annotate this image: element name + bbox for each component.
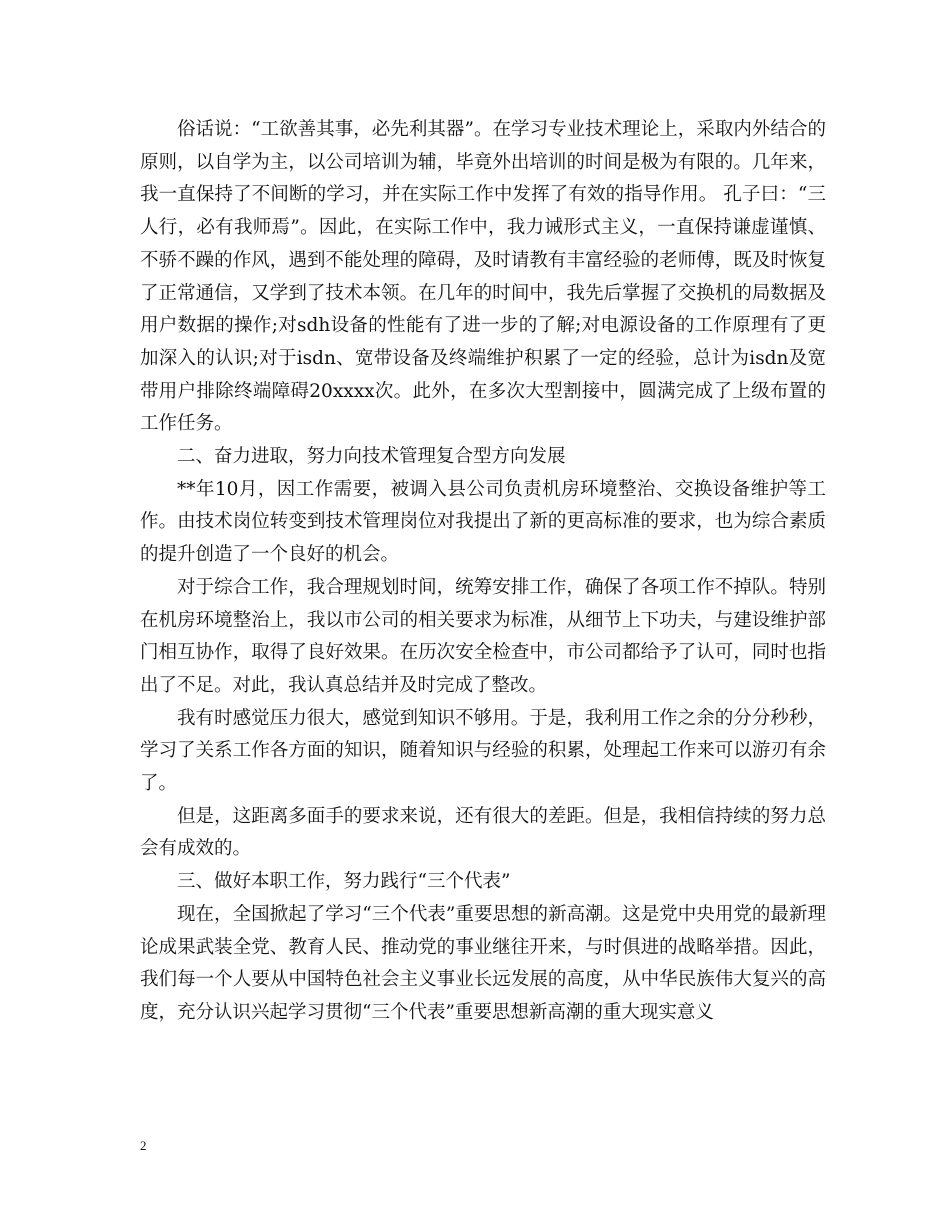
section-heading-2: 二、奋力进取，努力向技术管理复合型方向发展: [177, 446, 566, 468]
paragraph-study-methods: 俗话说：“工欲善其事，必先利其器”。在学习专业技术理论上，采取内外结合的原则，以自学为主，以公司培训为辅，毕竟外出培训的时间是极为有限的。几年来，我一直保持了不间断的学习，并在实际工作中发挥了有效的指导作用。 孔子曰：“三人行，必有我师焉”。因此，在实际工作中，我力诫形式主义，一直保持谦虚谨慎、不骄不躁的作风，遇到不能处理的障碍，及时请教有丰富经验的老师傅，既及时恢复了正常通信，又学到了技术本领。在几年的时间中，我先后掌握了交换机的局数据及用户数据的操作;对sdh设备的性能有了进一步的了解;对电源设备的工作原理有了更加深入的认识;对于isdn、宽带设备及终端维护积累了一定的经验，总计为isdn及宽带用户排除终端障碍20xxxx次。此外，在多次大型割接中，圆满完成了上级布置的工作任务。: [140, 119, 826, 435]
paragraph-transfer: **年10月，因工作需要，被调入县公司负责机房环境整治、交换设备维护等工作。由技术岗位转变到技术管理岗位对我提出了新的更高标准的要求，也为综合素质的提升创造了一个良好的机会。: [140, 478, 826, 566]
paragraph-comprehensive-work: 对于综合工作，我合理规划时间，统筹安排工作，确保了各项工作不掉队。特别在机房环境整治上，我以市公司的相关要求为标准，从细节上下功夫，与建设维护部门相互协作，取得了良好效果。在历次安全检查中，市公司都给予了认可，同时也指出了不足。对此，我认真总结并及时完成了整改。: [140, 576, 826, 696]
section-heading-3: 三、做好本职工作，努力践行“三个代表”: [177, 871, 511, 893]
paragraph-pressure: 我有时感觉压力很大，感觉到知识不够用。于是，我利用工作之余的分分秒秒，学习了关系工作各方面的知识，随着知识与经验的积累，处理起工作来可以游刃有余了。: [140, 707, 826, 795]
paragraph-gap: 但是，这距离多面手的要求来说，还有很大的差距。但是，我相信持续的努力总会有成效的。: [140, 805, 826, 860]
paragraph-three-represents: 现在，全国掀起了学习“三个代表”重要思想的新高潮。这是党中央用党的最新理论成果武装全党、教育人民、推动党的事业继往开来，与时俱进的战略举措。因此，我们每一个人要从中国特色社会主义事业长远发展的高度，从中华民族伟大复兴的高度，充分认识兴起学习贯彻“三个代表”重要思想新高潮的重大现实意义: [140, 903, 826, 1023]
document-body: [140, 114, 826, 1030]
page-number: 2: [140, 1138, 147, 1153]
